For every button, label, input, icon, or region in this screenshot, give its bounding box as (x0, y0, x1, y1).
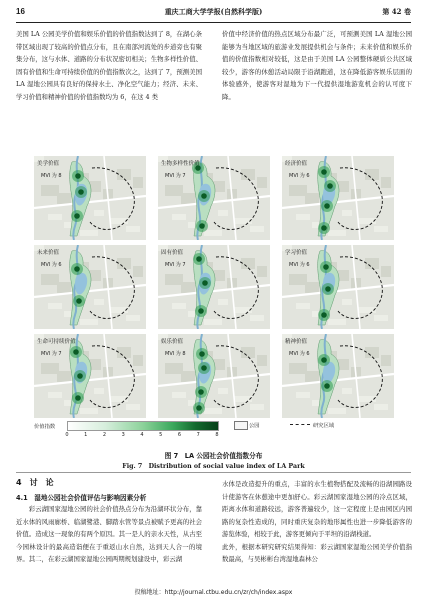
value-hotspot-core (321, 169, 327, 175)
legend-tick: 4 (140, 432, 144, 438)
map-panel (282, 156, 394, 240)
map-graphic (34, 334, 146, 418)
map-panel (158, 334, 270, 418)
figure-rule (16, 472, 411, 473)
map-graphic (282, 156, 394, 240)
map-block (110, 218, 128, 224)
map-block (296, 303, 310, 309)
map-block (94, 210, 104, 216)
panel-title: 固有价值 (161, 250, 184, 256)
map-block (365, 347, 379, 358)
value-hotspot-core (201, 365, 207, 371)
figure-caption-zh: 图 7 LA 公园社会价值指数分布 (164, 452, 263, 460)
map-block (257, 266, 267, 277)
map-graphic (282, 245, 394, 329)
body-column-left (16, 28, 202, 103)
map-panel (282, 334, 394, 418)
value-hotspot-core (199, 223, 205, 229)
map-block (296, 214, 310, 220)
map-block (133, 177, 143, 188)
map-block (381, 177, 391, 188)
map-block (204, 230, 222, 236)
map-block (305, 371, 319, 382)
map-block (117, 347, 131, 358)
map-block (165, 274, 183, 285)
map-block (41, 363, 59, 374)
map-block (241, 169, 255, 180)
legend-color-ramp (67, 421, 219, 431)
map-graphic (158, 156, 270, 240)
map-block (241, 258, 255, 269)
value-hotspot-core (74, 213, 80, 219)
map-block (57, 193, 71, 204)
map-block (172, 303, 186, 309)
map-block (374, 315, 388, 321)
value-hotspot-core (74, 266, 80, 272)
map-block (133, 266, 143, 277)
map-block (289, 274, 307, 285)
legend-tick: 7 (196, 432, 200, 438)
value-hotspot-core (321, 225, 327, 231)
figure-legend (34, 420, 394, 444)
panel-title: 精神价值 (285, 339, 308, 345)
map-block (374, 226, 388, 232)
map-block (41, 185, 59, 196)
map-block (204, 408, 222, 414)
map-block (381, 266, 391, 277)
map-block (41, 274, 59, 285)
legend-tick: 8 (215, 432, 219, 438)
map-block (257, 177, 267, 188)
panel-mvi: MVI 为 7 (165, 173, 186, 179)
section-heading: 4 讨 论 (16, 478, 54, 487)
map-block (358, 307, 376, 313)
map-panel (282, 245, 394, 329)
value-hotspot-core (201, 193, 207, 199)
map-block (80, 319, 98, 325)
legend-tick: 3 (121, 432, 125, 438)
value-hotspot-core (199, 351, 205, 357)
legend-tick: 1 (84, 432, 88, 438)
map-block (374, 404, 388, 410)
map-block (48, 214, 62, 220)
map-block (126, 404, 140, 410)
header-rule (16, 22, 411, 23)
map-block (80, 408, 98, 414)
map-block (250, 226, 264, 232)
map-block (80, 230, 98, 236)
legend-park-swatch (234, 421, 248, 430)
map-block (328, 230, 346, 236)
running-header (16, 6, 411, 22)
value-hotspot-core (325, 286, 331, 292)
map-block (48, 392, 62, 398)
map-block (241, 347, 255, 358)
body-column-right-bottom (222, 478, 412, 566)
value-hotspot-core (324, 203, 330, 209)
map-block (57, 371, 71, 382)
map-block (172, 214, 186, 220)
value-hotspot-core (196, 405, 202, 411)
panel-title: 娱乐价值 (161, 339, 184, 345)
value-hotspot-core (76, 298, 82, 304)
panel-title: 未来价值 (37, 250, 60, 256)
map-panel (34, 334, 146, 418)
figure-caption-en: Fig. 7 Distribution of social value index of LA Park (122, 463, 305, 470)
map-block (328, 319, 346, 325)
map-graphic (158, 245, 270, 329)
map-block (250, 404, 264, 410)
map-block (181, 371, 195, 382)
footer-url: 投稿地址：http://journal.ctbu.edu.cn/zr/ch/index.aspx (134, 589, 293, 596)
map-block (133, 355, 143, 366)
map-block (342, 210, 352, 216)
value-hotspot-core (77, 373, 83, 379)
legend-tick: 5 (159, 432, 163, 438)
map-block (296, 392, 310, 398)
value-hotspot-core (321, 357, 327, 363)
legend-tick: 6 (177, 432, 182, 438)
value-hotspot-core (75, 173, 81, 179)
map-panel (34, 245, 146, 329)
map-block (234, 307, 252, 313)
panel-mvi: MVI 为 8 (165, 351, 186, 357)
legend-tick: 0 (65, 432, 69, 438)
subsection-heading: 4.1 湿地公园社会价值评估与影响因素分析 (16, 494, 147, 502)
value-hotspot-core (73, 349, 79, 355)
legend-park-label: 公园 (249, 423, 260, 429)
value-hotspot-core (198, 308, 204, 314)
map-graphic (34, 245, 146, 329)
map-block (165, 363, 183, 374)
panel-mvi: MVI 为 6 (41, 262, 62, 268)
map-block (48, 303, 62, 309)
map-block (250, 315, 264, 321)
volume-label: 第 42 卷 (382, 7, 411, 16)
panel-mvi: MVI 为 8 (41, 173, 62, 179)
map-block (204, 319, 222, 325)
map-block (305, 282, 319, 293)
value-hotspot-core (196, 256, 202, 262)
body-column-left-bottom (16, 503, 202, 566)
value-hotspot-core (321, 312, 327, 318)
map-block (289, 363, 307, 374)
map-graphic (282, 334, 394, 418)
map-block (94, 299, 104, 305)
panel-mvi: MVI 为 6 (289, 173, 310, 179)
map-block (358, 218, 376, 224)
map-block (218, 388, 228, 394)
map-block (381, 355, 391, 366)
map-block (234, 396, 252, 402)
value-hotspot-core (75, 395, 81, 401)
map-panel (34, 156, 146, 240)
body-paragraph: 水体是改造提升的重点，丰富的水生植物搭配及流畅的沿湖园路设计使游客在休憩途中更加舒心。彩云湖国家湿地公园的冷点区域，距离水体和道路较远，游客普遍较少，这一定程度上是由园区内园路的复杂性造成的，同时重庆复杂的地形属性也进一步降低游客的游览体验，相较于此，游客更倾向于平坦的沿湖栈道。 此外，根据本研究研究结果得知：彩云湖国家湿地公园美学价值指数最高，与吴彬彬台湾湿地森林公 (222, 480, 412, 563)
map-block (342, 299, 352, 305)
map-block (342, 388, 352, 394)
panel-mvi: MVI 为 6 (289, 262, 310, 268)
panel-title: 生物多样性价值 (161, 161, 200, 167)
map-block (117, 258, 131, 269)
value-hotspot-core (323, 264, 329, 270)
legend-study-area-line (290, 424, 310, 425)
map-block (218, 299, 228, 305)
figure-7 (34, 156, 394, 418)
legend-study-area-label: 研究区域 (313, 423, 335, 429)
map-panel (158, 156, 270, 240)
map-block (365, 258, 379, 269)
map-graphic (34, 156, 146, 240)
value-hotspot-core (327, 183, 333, 189)
map-block (181, 282, 195, 293)
body-paragraph: 价值中经济价值的热点区域分布最广泛，可预测美国 LA 湿地公园能够为当地区域的旅游业发展提供机会与条件；未来价值和娱乐价值的价值指数相对较低，这是由于美国 LA 公园整体硬质公共区域较少，游客的休憩活动局限于沿湖跑道，这在降低游客娱乐层面的体验感外，使游客对湿地为下一代提供湿地游览机会的认可度下降。 (222, 30, 412, 101)
body-paragraph: 彩云湖国家湿地公园的社会价值热点分布为沿湖环状分布，靠近水体的风雨廊桥、临湖鹭港、脚踏水管等景点被赋予更高的社会价值。造成这一现象的有两个原因。其一是人的亲水天性，从古至今园林设计的最高造诣便在于重返山水自然，达到天人合一的境界。其二，在彩云湖国家湿地公园两期规划建设中，彩云湖 (16, 505, 202, 563)
map-block (117, 169, 131, 180)
body-column-right (222, 28, 412, 103)
map-block (181, 193, 195, 204)
value-hotspot-core (198, 389, 204, 395)
map-block (305, 193, 319, 204)
map-block (126, 226, 140, 232)
value-hotspot-core (78, 189, 84, 195)
legend-value-index-label: 价值指数 (34, 424, 56, 430)
map-block (165, 185, 183, 196)
map-block (110, 396, 128, 402)
map-block (172, 392, 186, 398)
map-block (328, 408, 346, 414)
map-block (57, 282, 71, 293)
map-panel (158, 245, 270, 329)
map-graphic (158, 334, 270, 418)
map-block (358, 396, 376, 402)
panel-mvi: MVI 为 7 (165, 262, 186, 268)
legend-tick: 2 (102, 432, 107, 438)
map-block (234, 218, 252, 224)
panel-title: 美学价值 (37, 161, 60, 167)
panel-mvi: MVI 为 6 (289, 351, 310, 357)
map-block (257, 355, 267, 366)
journal-title: 重庆工商大学学报(自然科学版) (164, 7, 263, 16)
page-number: 16 (16, 7, 25, 16)
panel-title: 经济价值 (285, 161, 308, 167)
panel-title: 学习价值 (285, 250, 308, 256)
value-hotspot-core (202, 280, 208, 286)
value-hotspot-core (324, 383, 330, 389)
body-paragraph: 美国 LA 公园美学价值和娱乐价值的价值指数达到了 8，在湖心条带区域出现了较高的价值点分布，且在南部河流处的步道旁也有聚集分布，这与水体、道路的分布状况密切相关；生物多样性价值、固有价值和生命可持续价值的价值指数次之，达到了 7，预测美国 LA 湿地公园具有良好的保持水土、净化空气能力；经济、未来、学习价值和精神价值的价值指数均为 6，在这 4 类 (16, 30, 202, 101)
panel-mvi: MVI 为 7 (41, 351, 62, 357)
map-block (126, 315, 140, 321)
map-block (289, 185, 307, 196)
map-block (110, 307, 128, 313)
panel-title: 生命可持续价值 (37, 339, 76, 345)
map-block (94, 388, 104, 394)
map-block (365, 169, 379, 180)
map-block (218, 210, 228, 216)
